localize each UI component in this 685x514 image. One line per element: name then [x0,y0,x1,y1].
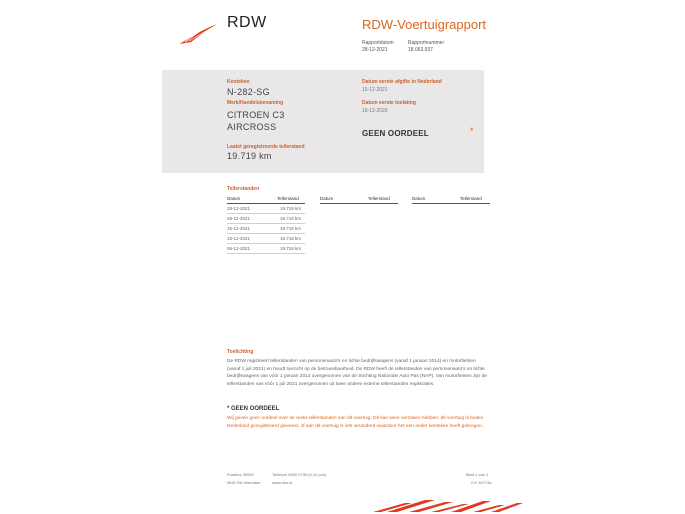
first-admission-label: Datum eerste toelating [362,100,416,106]
first-admission-date: 16-12-2020 [362,108,388,114]
readings-title: Tellerstanden [227,186,260,192]
table-row-date: 28-12-2021 [227,206,251,211]
footer-address2: 9640 RA Veendam [227,480,261,485]
col3-reading-header: Tellerstand [460,196,482,201]
footer-website[interactable]: www.rdw.nl [272,480,293,485]
logo-text: RDW [227,14,267,31]
explanation-paragraph: De RDW registreert tellerstanden van personenauto's en lichte bedrijfswagens (vanaf 1 januari 2014) en motorfietsen (vanaf 1 juli 2021) en houdt toezicht op de betrouwbaarheid. De RDW heeft de tellerstanden van personenauto's en lichte bedrijfswagens van vóór 1 januari 2014 overgenomen van de Stichting Nationale Auto Pas (NAP). Van motorfietsen zijn de tellerstanden van vóór 1 juli 2021 overgenomen uit twee andere externe tellerstanden registraties. [227,359,487,387]
col1-reading-header: Tellerstand [277,196,299,201]
make-label: Merk/Handelsbenaming [227,100,284,106]
first-nl-date: 15-12-2021 [362,87,388,93]
col2-reading-header: Tellerstand [368,196,390,201]
make-line1: CITROEN C3 [227,110,285,120]
rdw-logo-icon [177,22,221,46]
explanation-title: Toelichting [227,349,254,355]
plate-label: Kenteken [227,79,250,85]
row-divider [227,233,305,234]
row-divider [227,223,305,224]
footer-address1: Postbus 30000 [227,472,254,477]
col3-date-header: Datum [412,196,426,201]
decorative-stripes-icon [365,498,530,514]
report-title: RDW-Voertuigrapport [362,17,487,32]
verdict-asterisk: * [470,126,474,136]
table-row-date: 06-12-2021 [227,246,251,251]
table-row-date: 15-12-2021 [227,226,251,231]
report-date: 28-12-2021 [362,47,388,53]
report-date-label: Rapportdatum [362,40,394,46]
col1-header-rule [227,203,305,204]
odometer-label: Laatst geregistreerde tellerstand [227,144,305,150]
odometer-value: 19.719 km [227,151,272,161]
row-divider [227,213,305,214]
verdict-heading: * GEEN OORDEEL [227,406,280,412]
col2-header-rule [320,203,398,204]
footer-page: Blad 1 van 1 [466,472,489,477]
table-row-reading: 19.718 km [280,246,302,251]
footer-code: 2.E.18774a [471,480,492,485]
plate-value: N-282-SG [227,87,270,97]
table-row-reading: 19.719 km [280,206,302,211]
row-divider [227,253,305,254]
first-nl-label: Datum eerste afgifte in Nederland [362,79,442,85]
footer-phone: Telefoon 0900 0739 (0,10 p/m) [272,472,327,477]
verdict-explanation: Wij geven geen oordeel over de reeks tellerstanden van dit voertuig. Dit kan twee oorzaken hebben: dit voertuig is buiten Nederland geregistreerd geweest, of aan dit voertuig is iets veranderd waardoor het een ander kenteken heeft gekregen. [227,416,484,429]
row-divider [227,243,305,244]
table-row-date: 28-12-2021 [227,216,251,221]
vehicle-summary-panel [162,70,484,173]
table-row-date: 15-12-2021 [227,236,251,241]
table-row-reading: 19.719 km [280,216,302,221]
col1-date-header: Datum [227,196,241,201]
col2-date-header: Datum [320,196,334,201]
table-row-reading: 19.718 km [280,226,302,231]
table-row-reading: 19.718 km [280,236,302,241]
make-line2: AIRCROSS [227,122,277,132]
col3-header-rule [412,203,490,204]
verdict-text: GEEN OORDEEL [362,129,429,138]
report-number-label: Rapportnummer [408,40,445,46]
report-number: 18.063.937 [408,47,434,53]
